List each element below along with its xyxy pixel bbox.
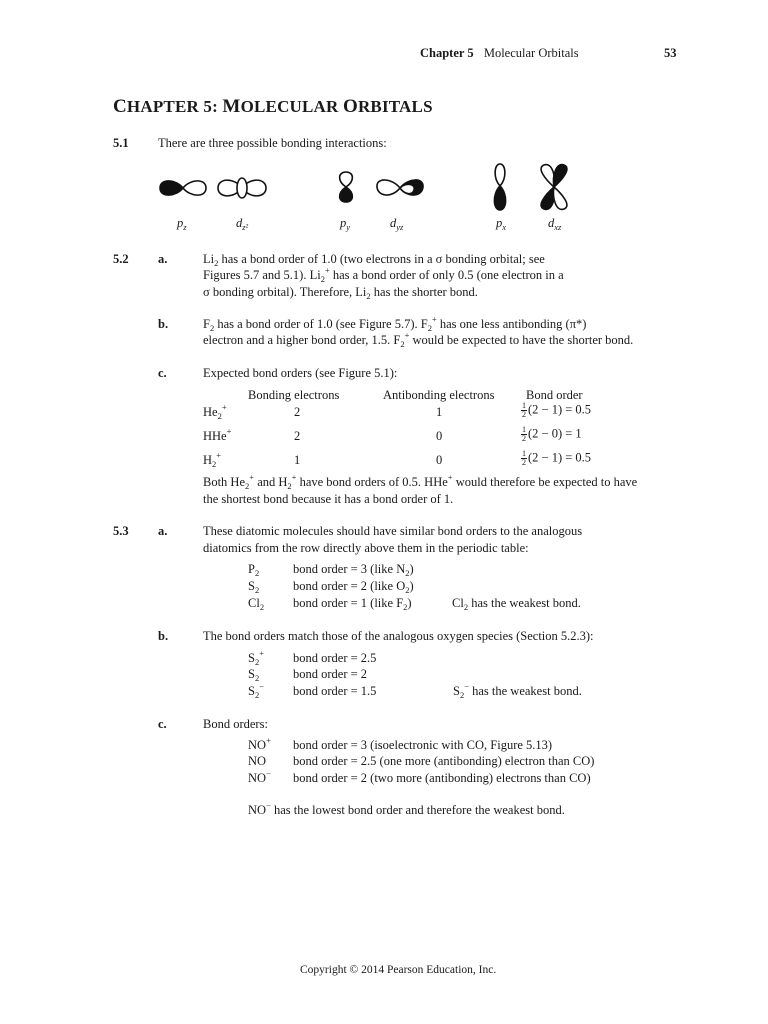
part-label-5-3-c: c. [158, 717, 167, 731]
text-line: diatomics from the row directly above them in the periodic table: [203, 541, 529, 555]
header-title: Molecular Orbitals [483, 46, 579, 60]
molecule: $S_2$ [248, 579, 260, 595]
molecule: $S_2^-$ [248, 681, 264, 700]
orbital-label-pz: $p_z$ [177, 216, 187, 232]
text-line: $Li_2$ has a bond order of 1.0 (two electrons in a σ bonding orbital; see [203, 252, 545, 268]
running-header [420, 46, 579, 61]
py-orbital-figure [340, 172, 353, 202]
table-row-species: $H_2^+$ [203, 450, 222, 469]
table-header-bond-order: Bond order [526, 388, 583, 402]
molecule: $S_2^+$ [248, 648, 264, 667]
bond-order-text: bond order = 1.5 [293, 684, 377, 698]
table-row-species: $He_2^+$ [203, 402, 227, 421]
section-number-5-3: 5.3 [113, 524, 129, 538]
molecule: $S_2$ [248, 667, 260, 683]
molecule: $Cl_2$ [248, 596, 265, 612]
orbital-label-dz2: $d_{z^2}$ [236, 216, 249, 232]
text-line: Both $He_2^+$ and $H_2^+$ have bond orders of 0.5. HHe+ would therefore be expected to have [203, 472, 638, 491]
bond-order-text: bond order = 2.5 (one more (antibonding) electron than CO) [293, 754, 595, 768]
part-label-5-3-b: b. [158, 629, 169, 643]
molecule: $P_2$ [248, 562, 260, 578]
bond-order-text: bond order = 2 (two more (antibonding) electrons than CO) [293, 771, 591, 785]
table-cell-antibonding: 0 [436, 429, 443, 443]
orbital-label-dyz: $d_{yz}$ [390, 216, 404, 232]
part-label-5-2-c: c. [158, 366, 167, 380]
dyz-orbital-figure [377, 180, 423, 195]
table-header-antibonding: Antibonding electrons [383, 388, 495, 402]
table-cell-bonding: 1 [294, 453, 301, 467]
bond-order-text: bond order = 1 (like $F_2$) [293, 596, 412, 612]
text-line: electron and a higher bond order, 1.5. $F_2^+$ would be expected to have the shorter bond. [203, 330, 634, 349]
header-chapter: Chapter 5 [420, 46, 474, 60]
bond-order-text: bond order = 2 [293, 667, 368, 681]
table-header-bonding: Bonding electrons [248, 388, 340, 402]
bond-order-text: bond order = 3 (like $N_2$) [293, 562, 414, 578]
pz-orbital-figure [160, 181, 206, 195]
page-number: 53 [664, 46, 677, 60]
orbital-label-px: $p_x$ [496, 216, 507, 232]
conclusion-text: NO− has the lowest bond order and therefore the weakest bond. [248, 800, 565, 817]
table-cell-bond-order: $\frac{1}{2}$ (2 − 0) = 1 [522, 425, 582, 443]
table-cell-bonding: 2 [294, 405, 301, 419]
text-line: These diatomic molecules should have similar bond orders to the analogous [203, 524, 583, 538]
text-line: the shortest bond because it has a bond order of 1. [203, 492, 454, 506]
section-number-5-2: 5.2 [113, 252, 129, 266]
table-cell-bonding: 2 [294, 429, 301, 443]
molecule: NO [248, 754, 267, 768]
fraction: $\frac{1}{2}$ [522, 425, 526, 443]
weakest-bond-note: $Cl_2$ has the weakest bond. [452, 596, 581, 612]
molecule: NO− [248, 768, 271, 785]
bond-order-intro: Expected bond orders (see Figure 5.1): [203, 366, 398, 380]
orbital-label-py: $p_y$ [340, 216, 351, 232]
fraction: $\frac{1}{2}$ [522, 401, 526, 419]
table-cell-antibonding: 1 [436, 405, 443, 419]
part-label-5-3-a: a. [158, 524, 168, 538]
copyright-footer: Copyright © 2014 Pearson Education, Inc. [300, 964, 497, 976]
bond-order-text: bond order = 3 (isoelectronic with CO, Figure 5.13) [293, 738, 553, 752]
table-cell-bond-order: $\frac{1}{2}$ (2 − 1) = 0.5 [522, 401, 592, 419]
text-line: Bond orders: [203, 717, 268, 731]
weakest-bond-note: $S_2^-$ has the weakest bond. [453, 681, 582, 700]
table-row-species: HHe+ [203, 426, 232, 443]
table-cell-bond-order: $\frac{1}{2}$ (2 − 1) = 0.5 [522, 449, 592, 467]
section-5-1-text: There are three possible bonding interactions: [158, 136, 387, 150]
part-label-5-2-a: a. [158, 252, 168, 266]
bond-order-text: bond order = 2 (like $O_2$) [293, 579, 414, 595]
chapter-title: CHAPTER 5: MOLECULAR ORBITALS [113, 96, 433, 117]
px-orbital-figure [494, 164, 505, 210]
fraction: $\frac{1}{2}$ [522, 449, 526, 467]
dxz-orbital-figure [541, 165, 567, 210]
text-line: The bond orders match those of the analogous oxygen species (Section 5.2.3): [203, 629, 594, 643]
table-cell-antibonding: 0 [436, 453, 443, 467]
orbital-label-dxz: $d_{xz}$ [548, 216, 562, 232]
text-line: Figures 5.7 and 5.1). $Li_2^+$ has a bond order of only 0.5 (one electron in a [203, 265, 564, 284]
bond-order-text: bond order = 2.5 [293, 651, 377, 665]
section-number-5-1: 5.1 [113, 136, 129, 150]
orbital-diagrams [150, 160, 590, 218]
text-line: σ bonding orbital). Therefore, $Li_2$ has the shorter bond. [203, 285, 478, 301]
dz2-orbital-figure [218, 178, 266, 198]
molecule: NO+ [248, 735, 271, 752]
part-label-5-2-b: b. [158, 317, 169, 331]
text-line: $F_2$ has a bond order of 1.0 (see Figure 5.7). $F_2^+$ has one less antibonding (π*) [203, 314, 587, 333]
